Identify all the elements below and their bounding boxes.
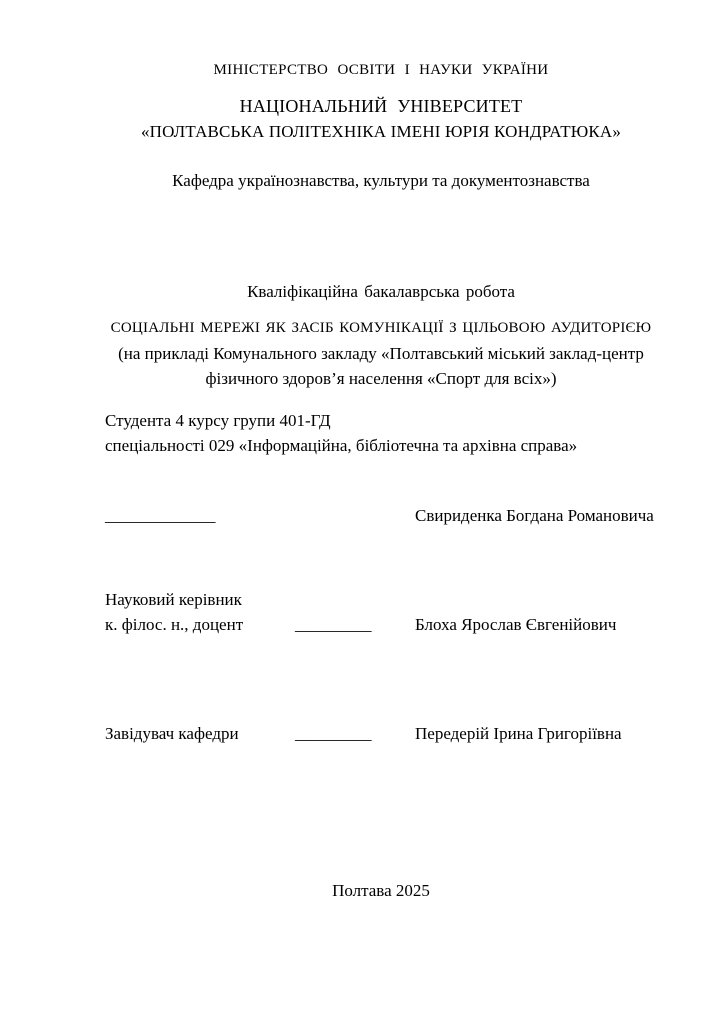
- student-info-block: [105, 408, 657, 458]
- department-head-label: Завідувач кафедри: [105, 724, 239, 743]
- department-line: Кафедра українознавства, культури та документознавства: [172, 171, 590, 190]
- work-type-line: Кваліфікаційна бакалаврська робота: [247, 282, 515, 301]
- supervisor-degree-label: к. філос. н., доцент: [105, 615, 244, 634]
- university-name-line1: НАЦІОНАЛЬНИЙ УНІВЕРСИТЕТ: [239, 96, 523, 116]
- thesis-title-line1: СОЦІАЛЬНІ МЕРЕЖІ ЯК ЗАСІБ КОМУНІКАЦІЇ З ЦІЛЬОВОЮ АУДИТОРІЄЮ: [110, 320, 652, 336]
- supervisor-signature-line: _________: [295, 615, 372, 634]
- university-name-line2: «ПОЛТАВСЬКА ПОЛІТЕХНІКА ІМЕНІ ЮРІЯ КОНДРАТЮКА»: [140, 122, 622, 141]
- supervisor-name: Блоха Ярослав Євгенійович: [415, 615, 617, 634]
- department-head-signature-line: _________: [295, 724, 372, 743]
- student-name: Свириденка Богдана Романовича: [415, 506, 654, 525]
- signature-row-department-head: [105, 721, 657, 746]
- supervisor-role-label: Науковий керівник: [105, 590, 242, 609]
- city-year-line: Полтава 2025: [332, 881, 430, 900]
- ministry-line: МІНІСТЕРСТВО ОСВІТИ І НАУКИ УКРАЇНИ: [213, 62, 549, 78]
- signature-row-supervisor: [105, 612, 657, 637]
- thesis-title-line3: фізичного здоров’я населення «Спорт для всіх»): [205, 369, 557, 388]
- thesis-title-line2: (на прикладі Комунального закладу «Полтавський міський заклад-центр: [118, 344, 644, 363]
- department-head-name: Передерій Ірина Григоріївна: [415, 724, 622, 743]
- signature-row-student: [105, 503, 657, 528]
- student-info-line2: спеціальності 029 «Інформаційна, бібліотечна та архівна справа»: [105, 436, 578, 455]
- student-info-line1: Студента 4 курсу групи 401-ГД: [105, 411, 331, 430]
- student-signature-line: _____________: [105, 506, 216, 525]
